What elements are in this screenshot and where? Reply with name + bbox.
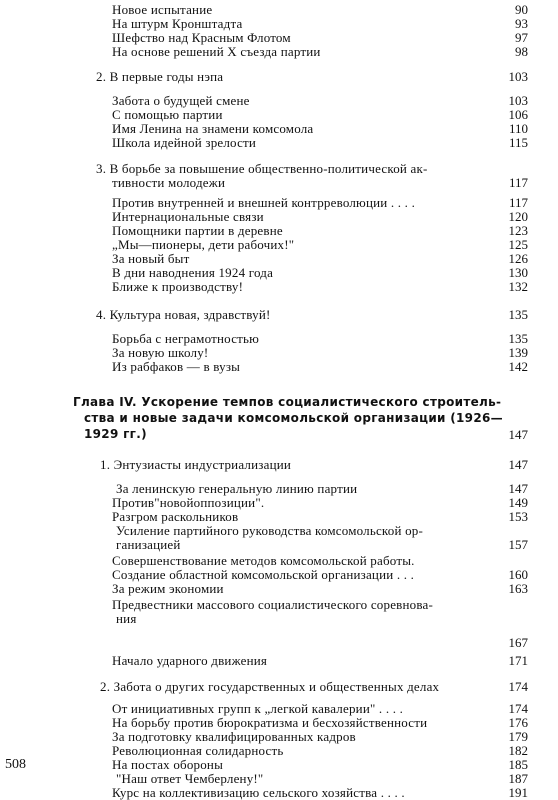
toc-page-number: 157 [508,537,528,552]
chapter-heading: Глава IV. Ускорение темпов социалистического строитель- [73,395,502,409]
toc-page-number: 185 [508,757,528,772]
toc-entry: На основе решений X съезда партии [112,44,321,59]
toc-entry: Совершенствование методов комсомольской работы. [112,553,415,568]
toc-entry: С помощью партии [112,107,223,122]
toc-page-number: 147 [508,427,528,442]
toc-page-number: 149 [508,495,528,510]
toc-page-number: 147 [508,481,528,496]
toc-page-number: 153 [508,509,528,524]
toc-section-heading: 1. Энтузиасты индустриализации [100,457,292,472]
toc-page-number: 174 [508,701,528,716]
toc-entry: Предвестники массового социалистического соревнова- [112,597,434,612]
toc-page-number: 171 [508,653,528,668]
toc-page-number: 160 [508,567,528,582]
chapter-heading-cont: 1929 гг.) [84,427,147,441]
toc-entry: За новую школу! [112,345,209,360]
toc-section-heading: 3. В борьбе за повышение общественно-политической ак- [96,161,428,176]
toc-page-number: 125 [508,237,528,252]
toc-page-number: 117 [508,195,528,210]
toc-entry: Против внутренней и внешней контрреволюции . . . . [112,195,416,210]
toc-entry: Шефство над Красным Флотом [112,30,291,45]
toc-page-number: 176 [508,715,528,730]
toc-entry: На штурм Кронштадта [112,16,243,31]
toc-page-number: 106 [508,107,528,122]
page-number: 508 [5,757,26,772]
toc-entry: На борьбу против бюрократизма и бесхозяйственности [112,715,428,730]
toc-page-number: 147 [508,457,528,472]
toc-section-heading-cont: тивности молодежи [112,175,226,190]
toc-page-number: 103 [508,69,528,84]
toc-entry: Создание областной комсомольской организации . . . [112,567,415,582]
toc-entry: Разгром раскольников [112,509,239,524]
toc-page-number: 103 [508,93,528,108]
toc-page-number: 130 [508,265,528,280]
toc-page-number: 142 [508,359,528,374]
toc-page-number: 139 [508,345,528,360]
toc-entry: За подготовку квалифицированных кадров [112,729,356,744]
toc-section-heading: 4. Культура новая, здравствуй! [96,307,271,322]
toc-entry-cont: ганизацией [116,537,181,552]
toc-page-number: 93 [515,16,528,31]
toc-page-number: 98 [515,44,528,59]
toc-page-number: 167 [508,635,528,650]
toc-section-heading: 2. Забота о других государственных и общественных делах [100,679,440,694]
toc-page-number: 90 [515,2,528,17]
toc-page-number: 120 [508,209,528,224]
toc-page-number: 110 [508,121,528,136]
toc-page-number: 179 [508,729,528,744]
toc-entry: Забота о будущей смене [112,93,250,108]
toc-page-number: 123 [508,223,528,238]
toc-entry: Ближе к производству! [112,279,244,294]
toc-entry: "Наш ответ Чемберлену!" [116,771,264,786]
toc-entry: „Мы—пионеры, дети рабочих!" [112,237,295,252]
toc-page-number: 163 [508,581,528,596]
toc-page-number: 126 [508,251,528,266]
toc-entry: Начало ударного движения [112,653,268,668]
toc-entry: Курс на коллективизацию сельского хозяйства . . . . [112,785,405,800]
toc-entry: Интернациональные связи [112,209,264,224]
toc-entry: В дни наводнения 1924 года [112,265,274,280]
toc-page-number: 132 [508,279,528,294]
toc-entry: Новое испытание [112,2,213,17]
toc-entry: Против"новойоппозиции". [112,495,265,510]
toc-page-number: 135 [508,307,528,322]
toc-entry: Школа идейной зрелости [112,135,257,150]
toc-page-number: 182 [508,743,528,758]
toc-entry: За режим экономии [112,581,224,596]
toc-entry: Имя Ленина на знамени комсомола [112,121,314,136]
toc-entry: Революционная солидарность [112,743,284,758]
toc-page-number: 115 [508,135,528,150]
toc-entry: За новый быт [112,251,190,266]
toc-section-heading: 2. В первые годы нэпа [96,69,224,84]
toc-entry-cont: ния [116,611,137,626]
toc-entry: От инициативных групп к „легкой кавалерии" . . . . [112,701,404,716]
toc-page-number: 97 [515,30,528,45]
toc-entry: Из рабфаков — в вузы [112,359,241,374]
toc-page-number: 135 [508,331,528,346]
toc-entry: Помощники партии в деревне [112,223,283,238]
toc-entry: Усиление партийного руководства комсомольской ор- [116,523,424,538]
toc-page-number: 117 [508,175,528,190]
toc-page-number: 191 [508,785,528,800]
toc-entry: Борьба с неграмотностью [112,331,260,346]
toc-entry: На постах обороны [112,757,224,772]
chapter-heading-cont: ства и новые задачи комсомольской организации (1926— [84,411,503,425]
toc-page-number: 174 [508,679,528,694]
toc-entry: За ленинскую генеральную линию партии [116,481,358,496]
toc-page-number: 187 [508,771,528,786]
